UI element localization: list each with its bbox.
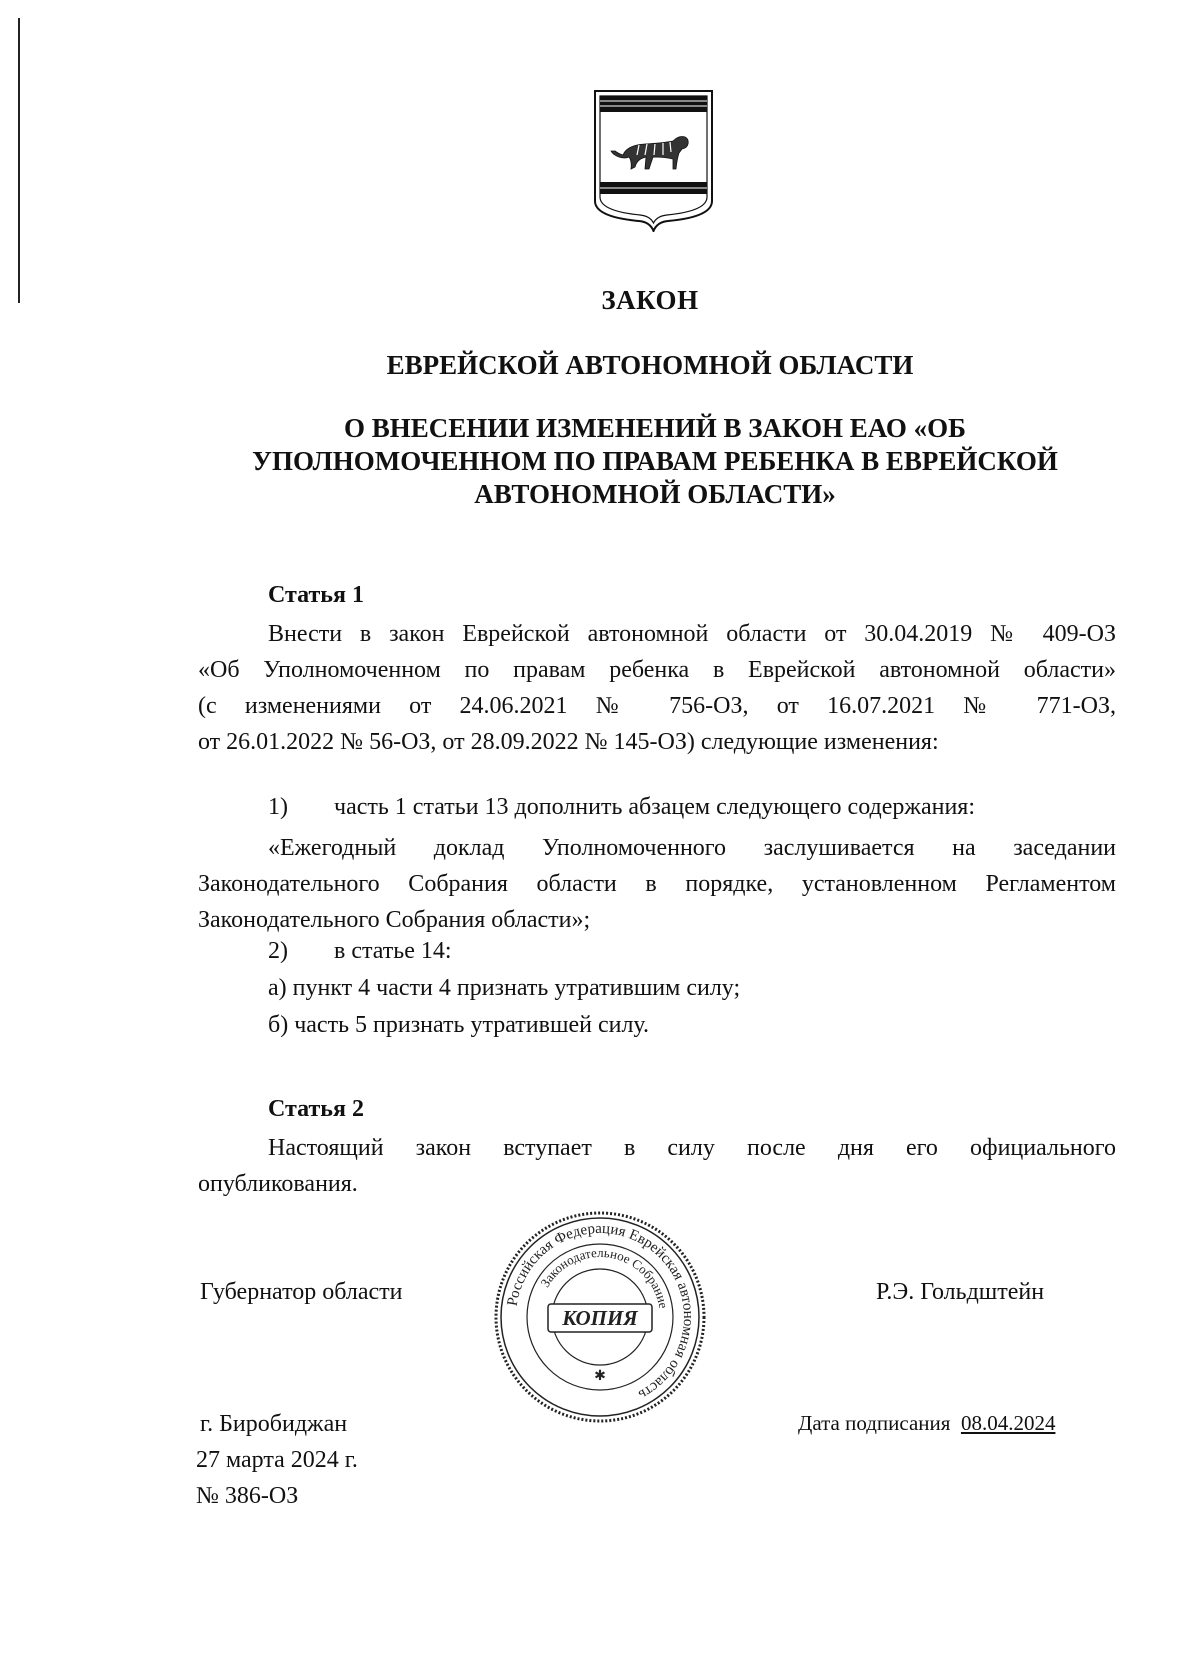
list-item-text: часть 1 статьи 13 дополнить абзацем следующего содержания:	[334, 794, 976, 820]
list-item-text: в статье 14:	[334, 938, 452, 964]
place-of-signing: г. Биробиджан	[200, 1411, 348, 1437]
official-seal-stamp	[490, 1207, 710, 1427]
signatory-name: Р.Э. Гольдштейн	[876, 1279, 1045, 1305]
coat-of-arms-tiger-icon	[593, 89, 714, 232]
article-2-text	[198, 1130, 1116, 1202]
paragraph-line: (с изменениями от 24.06.2021 № 756-ОЗ, от 16.07.2021 № 771-ОЗ,	[198, 693, 1116, 719]
article-1-intro	[198, 616, 1116, 760]
seal-star-icon: ✱	[594, 1369, 606, 1384]
article-1-heading: Статья 1	[268, 582, 364, 608]
paragraph-line: Настоящий закон вступает в силу после дня его официального	[268, 1135, 1116, 1161]
list-item-number: 1)	[268, 794, 288, 820]
sub-item-b: б) часть 5 признать утратившей силу.	[268, 1012, 650, 1038]
law-number: № 386-ОЗ	[196, 1483, 299, 1509]
subject-line: О ВНЕСЕНИИ ИЗМЕНЕНИЙ В ЗАКОН ЕАО «ОБ	[344, 413, 966, 443]
paragraph-line: Законодательного Собрания области»;	[198, 907, 591, 933]
seal-inner-text: Законодательное Собрание	[537, 1244, 672, 1310]
paragraph-line: от 26.01.2022 № 56-ОЗ, от 28.09.2022 № 145-ОЗ) следующие изменения:	[198, 729, 939, 755]
signing-date-value: 08.04.2024	[960, 1411, 1056, 1435]
signing-date-label: Дата подписания	[798, 1411, 951, 1435]
seal-copy-label: КОПИЯ	[562, 1306, 638, 1330]
quoted-paragraph	[198, 830, 1116, 938]
signatory-position: Губернатор области	[200, 1279, 403, 1305]
paragraph-line: «Об Уполномоченном по правам ребенка в Еврейской автономной области»	[198, 657, 1116, 683]
document-title: ЗАКОН	[601, 285, 699, 315]
document-subject	[200, 412, 1110, 511]
signing-date-block	[798, 1411, 1055, 1436]
article-2-heading: Статья 2	[268, 1096, 364, 1122]
sub-item-a: а) пункт 4 части 4 признать утратившим силу;	[268, 975, 741, 1001]
subject-line: УПОЛНОМОЧЕННОМ ПО ПРАВАМ РЕБЕНКА В ЕВРЕЙСКОЙ	[252, 446, 1058, 476]
seal-ring-text: Российская Федерация Еврейская автономная область	[504, 1220, 697, 1403]
paragraph-line: опубликования.	[198, 1171, 358, 1197]
subject-line: АВТОНОМНОЙ ОБЛАСТИ»	[474, 479, 836, 509]
scan-edge-line	[18, 18, 20, 303]
list-item-1	[268, 794, 975, 821]
document-region: ЕВРЕЙСКОЙ АВТОНОМНОЙ ОБЛАСТИ	[386, 350, 914, 380]
list-item-2	[268, 938, 452, 965]
paragraph-line: «Ежегодный доклад Уполномоченного заслушивается на заседании	[268, 835, 1116, 861]
paragraph-line: Внести в закон Еврейской автономной области от 30.04.2019 № 409-ОЗ	[268, 621, 1116, 647]
list-item-number: 2)	[268, 938, 288, 964]
paragraph-line: Законодательного Собрания области в порядке, установленном Регламентом	[198, 871, 1116, 897]
law-date: 27 марта 2024 г.	[196, 1447, 358, 1473]
